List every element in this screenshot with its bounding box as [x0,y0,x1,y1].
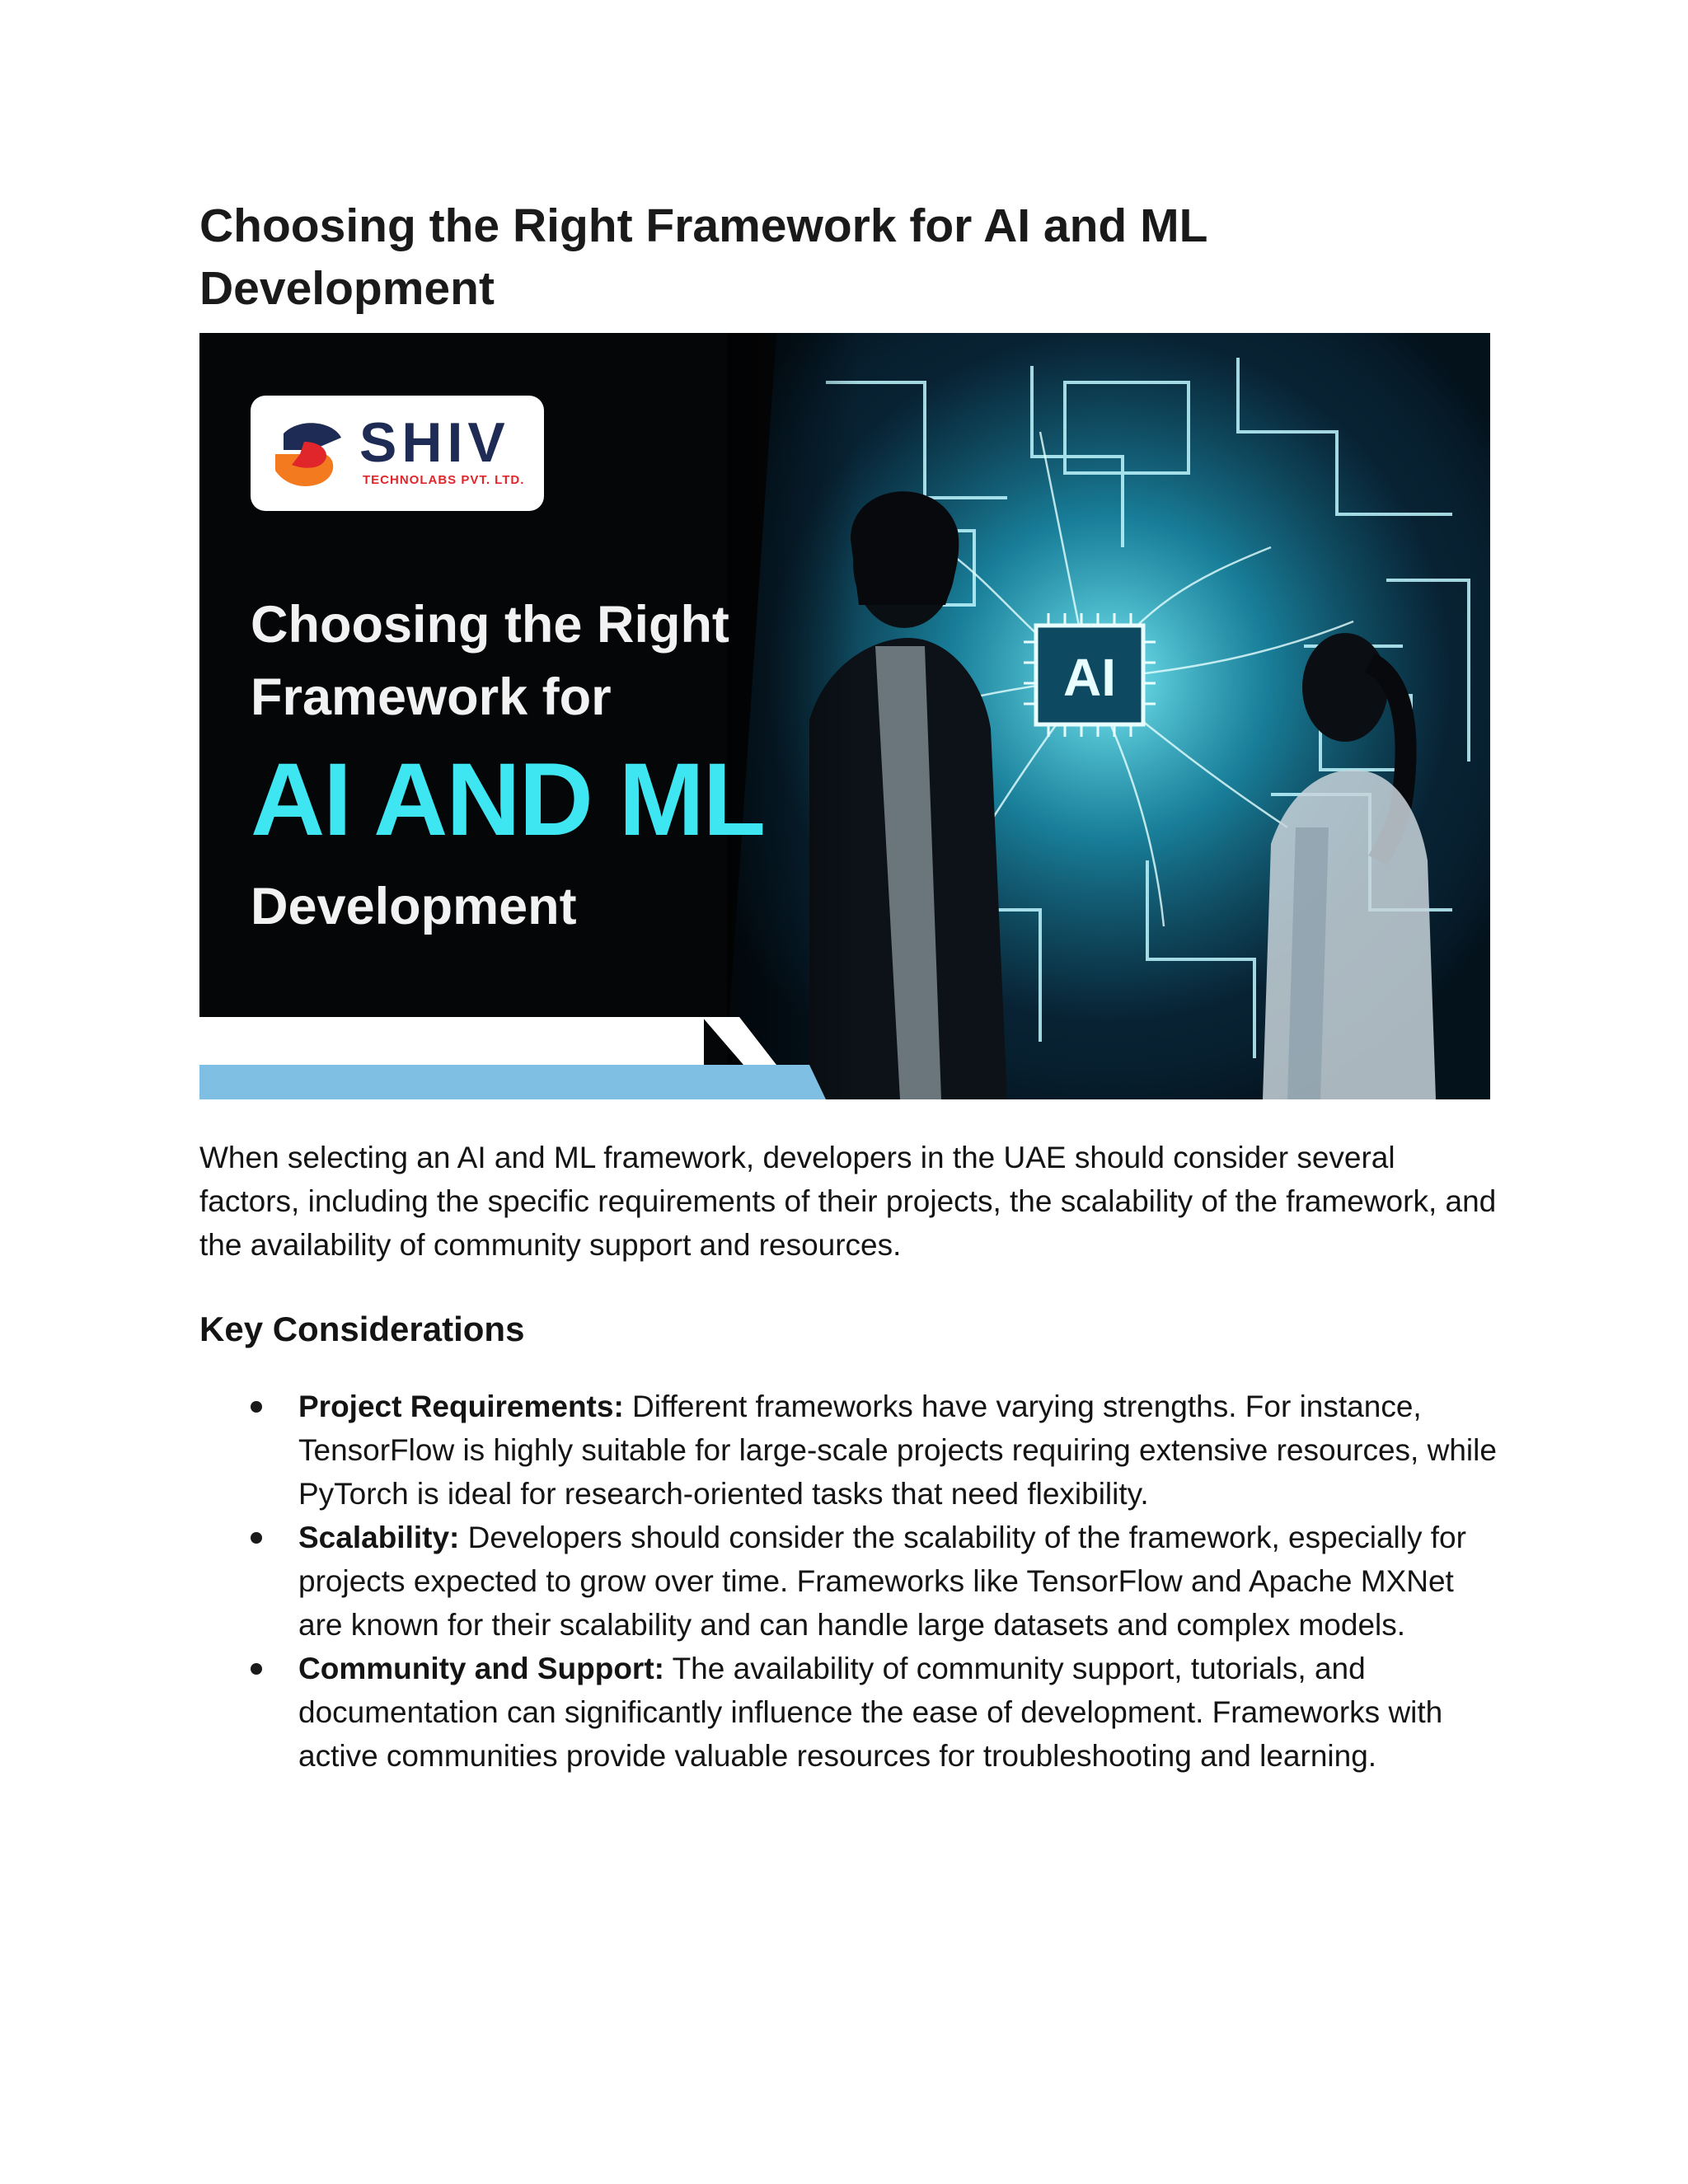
list-item-text: Developers should consider the scalability of the framework, especially for projects expected to grow over time. Frameworks like TensorFlow and Apache MXNet are known for their scalability and can handle large datasets and complex models. [298,1521,1466,1642]
considerations-list [199,1385,1502,1778]
bullet-icon [251,1663,262,1675]
intro-paragraph: When selecting an AI and ML framework, developers in the UAE should consider several factors, including the specific requirements of their projects, the scalability of the framework, and the availability of community support and resources. [199,1141,1497,1262]
list-item [199,1647,1502,1778]
hero-banner-image [199,333,1490,1099]
banner-headline-line4: Development [251,878,577,935]
ai-chip-label: AI [1063,648,1116,707]
banner-headline-line2: Framework for [251,668,612,726]
banner-headline-line1: Choosing the Right [251,596,729,654]
bullet-icon [251,1532,262,1544]
banner-headline-highlight: AI AND ML [251,743,765,857]
ai-chip [1024,613,1156,737]
list-item [199,1385,1502,1516]
logo-mark-icon [267,417,349,491]
logo-subtitle: TECHNOLABS PVT. LTD. [363,473,525,487]
company-logo [251,396,544,511]
list-item-text: Different frameworks have varying strengths. For instance, TensorFlow is highly suitable for large-scale projects requiring extensive resources, while PyTorch is ideal for research-oriented tasks that need flexibility. [298,1390,1497,1511]
bullet-icon [251,1401,262,1413]
list-item-term: Scalability: [298,1521,460,1554]
banner-stripe [199,1065,826,1099]
list-item-text: The availability of community support, tutorials, and documentation can significantly influence the ease of development. Frameworks with active communities provide valuable resources for troubleshooting and learning. [298,1652,1443,1773]
list-item-term: Community and Support: [298,1652,664,1685]
logo-wordmark: SHIV [359,411,510,474]
section-heading: Key Considerations [199,1310,525,1348]
list-item-term: Project Requirements: [298,1390,624,1423]
banner-white-band [199,1017,704,1065]
list-item [199,1516,1502,1647]
page-title: Choosing the Right Framework for AI and ML Development [199,199,1207,315]
